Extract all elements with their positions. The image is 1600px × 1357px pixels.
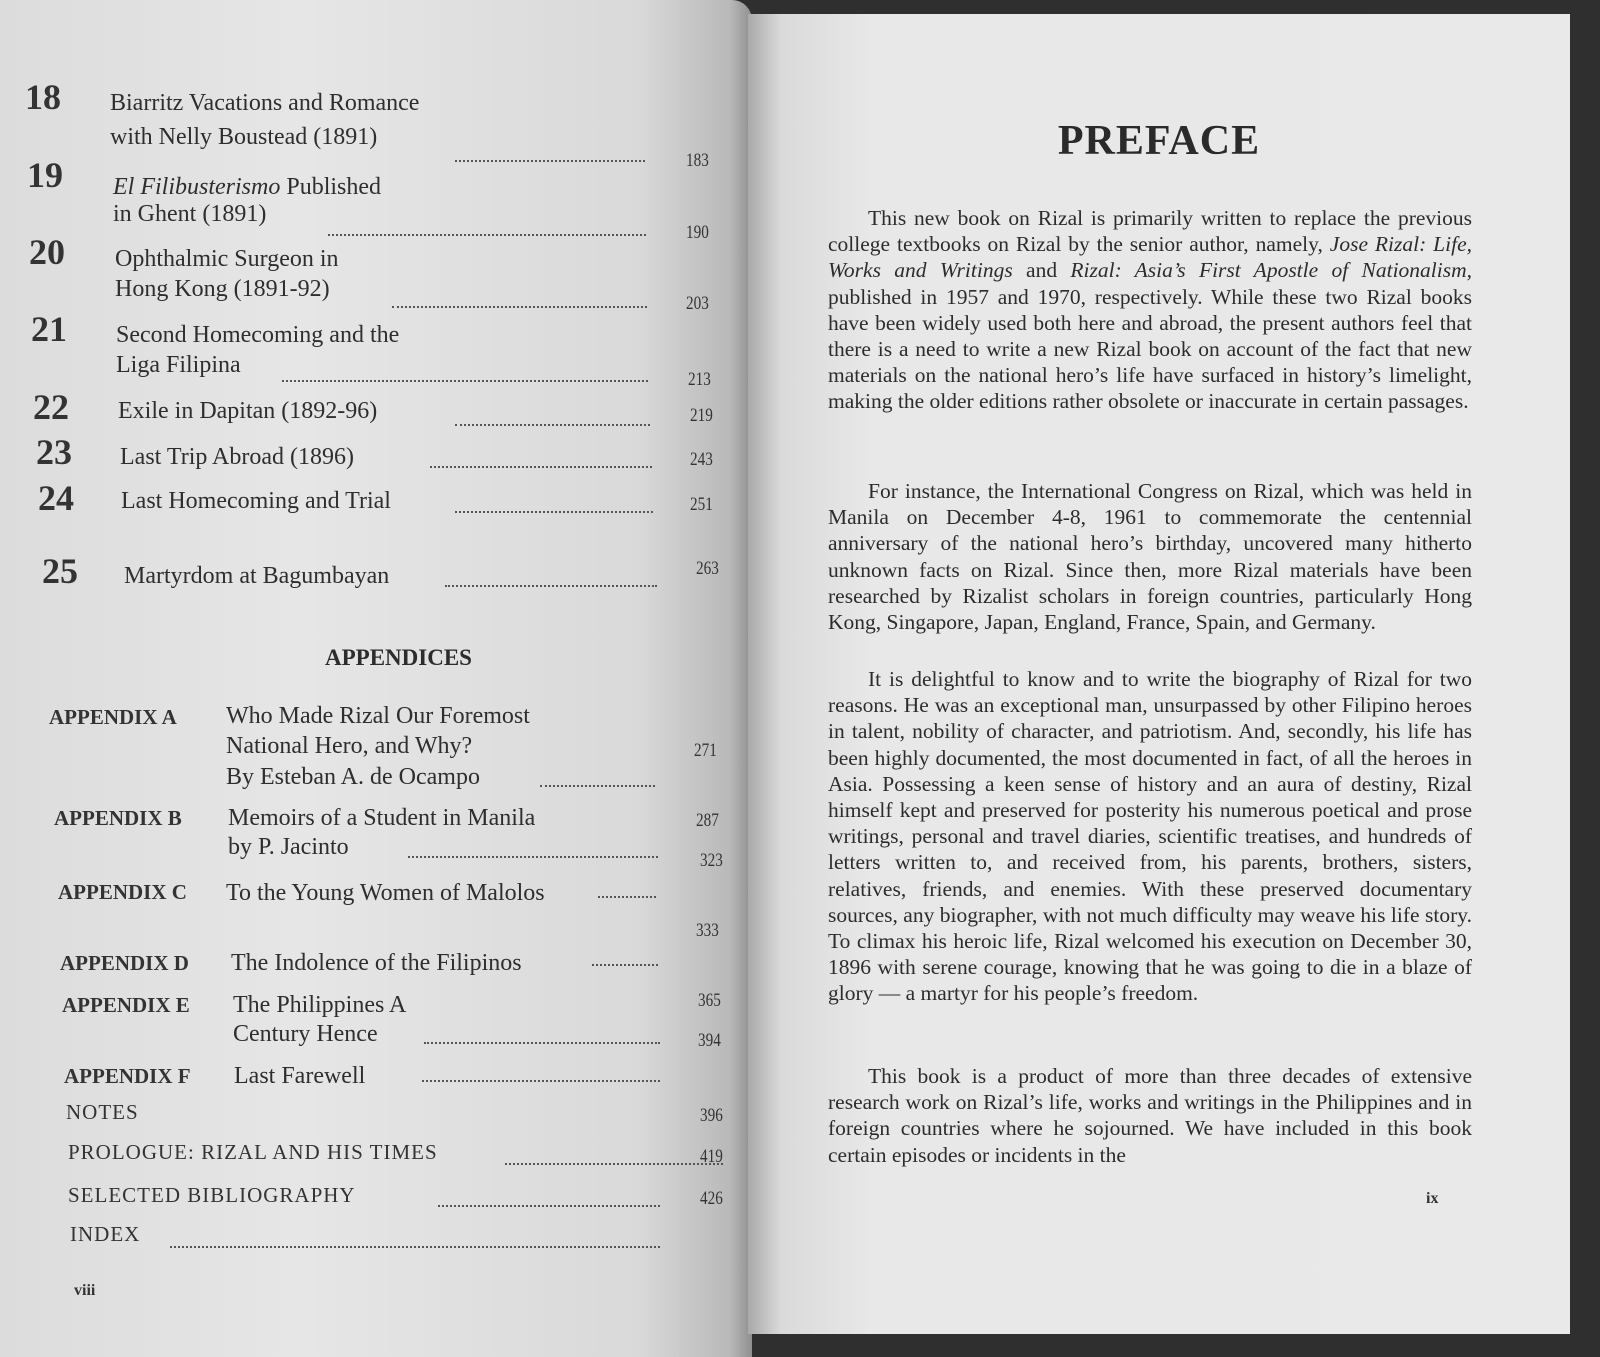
page-number: 333 <box>696 920 719 941</box>
chapter-title: Second Homecoming and the <box>116 322 400 348</box>
chapter-title: Martyrdom at Bagumbayan <box>124 563 390 589</box>
page-number: 394 <box>698 1030 721 1051</box>
notes-entry: NOTES <box>66 1100 139 1124</box>
page-number: 219 <box>690 405 713 426</box>
preface-title: PREFACE <box>1057 118 1261 164</box>
leader-dots <box>455 424 650 426</box>
preface-paragraph-1: This new book on Rizal is primarily written to replace the previous college textbooks on Rizal by the senior author, namely, Jose Rizal: Life, Works and Writings and Rizal: Asia’s First Apostle of Nationalism, published in 1957 and 1970, respectively. While these two Rizal books have been widely used both here and abroad, the present authors feel that there is a need to write a new Rizal book on account of the fact that new materials on the national hero’s life have surfaced in history’s limelight, making the older editions rather obsolete or inaccurate in certain passages. <box>828 206 1473 414</box>
leader-dots <box>430 466 652 468</box>
chapter-number: 25 <box>42 551 78 591</box>
chapter-title: Biarritz Vacations and Romance <box>110 90 420 116</box>
appendix-label: APPENDIX E <box>62 993 190 1017</box>
right-page-preface <box>748 14 1570 1334</box>
page-folio: viii <box>74 1282 96 1299</box>
appendix-label: APPENDIX F <box>64 1064 191 1088</box>
page-number: 271 <box>694 740 717 761</box>
appendix-title: National Hero, and Why? <box>226 733 473 759</box>
appendix-title: by P. Jacinto <box>228 834 349 860</box>
appendix-label: APPENDIX B <box>54 806 182 830</box>
page-folio: ix <box>1426 1190 1439 1207</box>
chapter-title: El Filibusterismo Published <box>113 174 382 200</box>
prologue-entry: PROLOGUE: RIZAL AND HIS TIMES <box>68 1140 438 1164</box>
preface-paragraph-3: It is delightful to know and to write the biography of Rizal for two reasons. He was an exceptional man, unsurpassed by other Filipino heroes in talent, nobility of character, and patriotism. And, secondly, his life has been highly documented, the most documented in fact, of all the heroes in Asia. Possessing a keen sense of history and an aura of destiny, Rizal himself kept and preserved for posterity his numerous poetical and prose writings, personal and travel diaries, scientific treatises, and hundreds of letters written to, and received from, his parents, brothers, sisters, relatives, friends, and enemies. With these preserved documentary sources, any biographer, with not much difficulty may weave his life story. To climax his heroic life, Rizal welcomed his execution on December 30, 1896 with serene courage, knowing that he was going to die in a blaze of glory — a martyr for his people’s freedom. <box>828 667 1472 1006</box>
page-number: 419 <box>700 1146 723 1167</box>
appendix-title: Who Made Rizal Our Foremost <box>226 703 530 729</box>
appendix-label: APPENDIX C <box>58 880 187 904</box>
appendix-title: The Philippines A <box>233 992 407 1018</box>
left-page-contents <box>0 0 752 1357</box>
leader-dots <box>328 234 646 236</box>
appendix-title: Memoirs of a Student in Manila <box>228 805 536 831</box>
chapter-title: Exile in Dapitan (1892-96) <box>118 398 378 424</box>
page-number: 396 <box>700 1105 723 1126</box>
appendix-label: APPENDIX D <box>60 951 189 975</box>
chapter-title: Liga Filipina <box>116 352 241 378</box>
page-number: 287 <box>696 810 719 831</box>
leader-dots <box>540 785 655 787</box>
leader-dots <box>282 380 648 382</box>
preface-paragraph-2: For instance, the International Congress on Rizal, which was held in Manila on December 4-8, 1961 to commemorate the centennial anniversary of the national hero’s birthday, uncovered many hitherto unknown facts on Rizal. Since then, more Rizal materials have been researched by Rizalist scholars in foreign countries, particularly Hong Kong, Singapore, Japan, England, France, Spain, and Germany. <box>828 479 1472 635</box>
preface-paragraph-4: This book is a product of more than three decades of extensive research work on Rizal’s life, works and writings in the Philippines and in foreign countries where he sojourned. We have included in this book certain episodes or incidents in the <box>828 1064 1472 1167</box>
appendix-title: Last Farewell <box>234 1063 366 1089</box>
chapter-title: with Nelly Boustead (1891) <box>110 124 378 150</box>
leader-dots <box>455 511 653 513</box>
leader-dots <box>445 585 657 587</box>
appendix-title: By Esteban A. de Ocampo <box>226 764 480 790</box>
leader-dots <box>592 964 658 966</box>
chapter-number: 21 <box>31 309 67 349</box>
chapter-number: 24 <box>38 478 74 518</box>
chapter-title: Last Trip Abroad (1896) <box>120 444 354 470</box>
leader-dots <box>424 1042 660 1044</box>
page-number: 243 <box>690 449 713 470</box>
bibliography-entry: SELECTED BIBLIOGRAPHY <box>68 1183 356 1207</box>
chapter-number: 23 <box>36 432 72 472</box>
index-entry: INDEX <box>70 1222 141 1246</box>
page-number: 365 <box>698 990 721 1011</box>
chapter-number: 19 <box>27 155 63 195</box>
appendix-title: To the Young Women of Malolos <box>226 880 545 906</box>
page-number: 263 <box>696 558 719 579</box>
page-number: 251 <box>690 494 713 515</box>
appendix-title: The Indolence of the Filipinos <box>231 950 522 976</box>
chapter-title: Hong Kong (1891-92) <box>115 276 330 302</box>
chapter-number: 18 <box>25 77 61 117</box>
page-number: 203 <box>686 293 709 314</box>
leader-dots <box>505 1163 723 1165</box>
leader-dots <box>392 306 647 308</box>
chapter-title: Ophthalmic Surgeon in <box>115 246 339 272</box>
appendix-label: APPENDIX A <box>49 705 177 729</box>
leader-dots <box>455 160 645 162</box>
leader-dots <box>170 1246 660 1248</box>
appendices-heading: APPENDICES <box>325 645 472 670</box>
chapter-number: 20 <box>29 232 65 272</box>
leader-dots <box>438 1205 660 1207</box>
page-number: 323 <box>700 850 723 871</box>
page-number: 426 <box>700 1188 723 1209</box>
page-number: 183 <box>686 150 709 171</box>
chapter-title: Last Homecoming and Trial <box>121 488 391 514</box>
page-number: 213 <box>688 369 711 390</box>
leader-dots <box>422 1080 660 1082</box>
appendix-title: Century Hence <box>233 1021 378 1047</box>
chapter-number: 22 <box>33 387 69 427</box>
chapter-title: in Ghent (1891) <box>113 201 267 227</box>
leader-dots <box>408 856 658 858</box>
page-number: 190 <box>686 222 709 243</box>
leader-dots <box>598 896 656 898</box>
